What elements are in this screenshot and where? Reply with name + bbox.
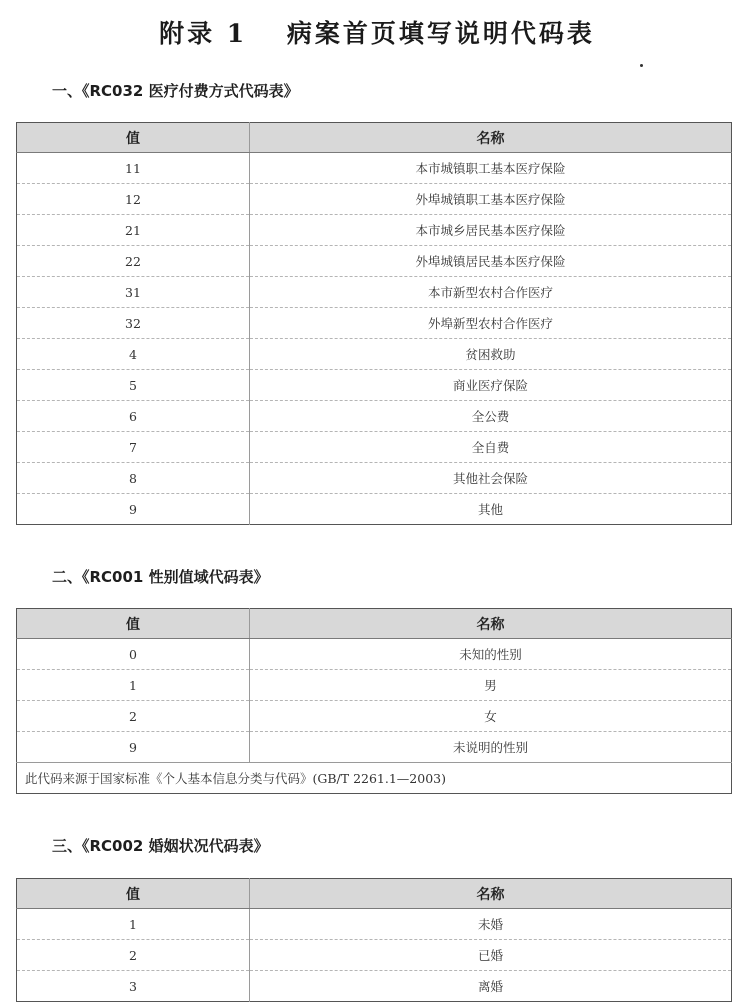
- cell-name: 本市新型农村合作医疗: [250, 277, 732, 308]
- table-row: [17, 277, 732, 308]
- table-note: 此代码来源于国家标准《个人基本信息分类与代码》(GB/T 2261.1—2003): [17, 763, 732, 794]
- header-name: 名称: [250, 123, 732, 153]
- cell-name: 全公费: [250, 401, 732, 432]
- cell-value: 12: [17, 184, 250, 215]
- header-value: 值: [17, 879, 250, 909]
- cell-value: 11: [17, 153, 250, 184]
- table-row: [17, 701, 732, 732]
- cell-name: 商业医疗保险: [250, 370, 732, 401]
- cell-value: 4: [17, 339, 250, 370]
- cell-name: 已婚: [250, 940, 732, 971]
- cell-name: 未说明的性别: [250, 732, 732, 763]
- cell-name: 未知的性别: [250, 639, 732, 670]
- cell-value: 8: [17, 463, 250, 494]
- cell-name: 其他社会保险: [250, 463, 732, 494]
- cell-value: 3: [17, 971, 250, 1002]
- page-title: 附录 1 病案首页填写说明代码表: [159, 19, 595, 48]
- table-row: [17, 432, 732, 463]
- cell-value: 1: [17, 909, 250, 940]
- table-row: [17, 670, 732, 701]
- table-row: [17, 215, 732, 246]
- gender-code-table: [16, 608, 732, 794]
- header-name: 名称: [250, 879, 732, 909]
- table-header-row: [17, 879, 732, 909]
- table-row: [17, 732, 732, 763]
- table-row: [17, 639, 732, 670]
- cell-value: 22: [17, 246, 250, 277]
- table-row: [17, 308, 732, 339]
- table-row: [17, 153, 732, 184]
- payment-code-table: [16, 122, 732, 525]
- cell-value: 5: [17, 370, 250, 401]
- cell-name: 全自费: [250, 432, 732, 463]
- cell-value: 32: [17, 308, 250, 339]
- cell-value: 31: [17, 277, 250, 308]
- cell-name: 外埠城镇职工基本医疗保险: [250, 184, 732, 215]
- cell-name: 男: [250, 670, 732, 701]
- cell-value: 7: [17, 432, 250, 463]
- cell-name: 外埠城镇居民基本医疗保险: [250, 246, 732, 277]
- section-heading-gender: 二、《RC001 性别值域代码表》: [52, 568, 269, 586]
- cell-name: 外埠新型农村合作医疗: [250, 308, 732, 339]
- table-row: [17, 370, 732, 401]
- cell-value: 6: [17, 401, 250, 432]
- table-note-row: [17, 763, 732, 794]
- stray-dot: [640, 64, 643, 67]
- table-row: [17, 494, 732, 525]
- cell-value: 9: [17, 732, 250, 763]
- table-row: [17, 246, 732, 277]
- cell-name: 本市城镇职工基本医疗保险: [250, 153, 732, 184]
- table-header-row: [17, 123, 732, 153]
- cell-name: 其他: [477, 502, 503, 517]
- cell-name: 女: [250, 701, 732, 732]
- cell-name: 贫困救助: [250, 339, 732, 370]
- table-header-row: [17, 609, 732, 639]
- header-value: 值: [17, 123, 250, 153]
- table-row: [17, 909, 732, 940]
- table-row: [17, 971, 732, 1002]
- cell-value: 1: [17, 670, 250, 701]
- cell-value: 2: [17, 701, 250, 732]
- cell-value: 0: [17, 639, 250, 670]
- header-value: 值: [17, 609, 250, 639]
- cell-value: 9: [17, 494, 250, 525]
- cell-name: 未婚: [250, 909, 732, 940]
- marital-code-table: [16, 878, 732, 1002]
- cell-value: 2: [17, 940, 250, 971]
- table-row: [17, 184, 732, 215]
- cell-name: 本市城乡居民基本医疗保险: [250, 215, 732, 246]
- table-row: [17, 463, 732, 494]
- section-heading-marital: 三、《RC002 婚姻状况代码表》: [52, 837, 269, 855]
- table-row: [17, 940, 732, 971]
- table-row: [17, 339, 732, 370]
- table-row: [17, 401, 732, 432]
- cell-value: 21: [17, 215, 250, 246]
- section-heading-payment: 一、《RC032 医疗付费方式代码表》: [52, 82, 299, 100]
- header-name: 名称: [250, 609, 732, 639]
- cell-name: 离婚: [477, 979, 503, 994]
